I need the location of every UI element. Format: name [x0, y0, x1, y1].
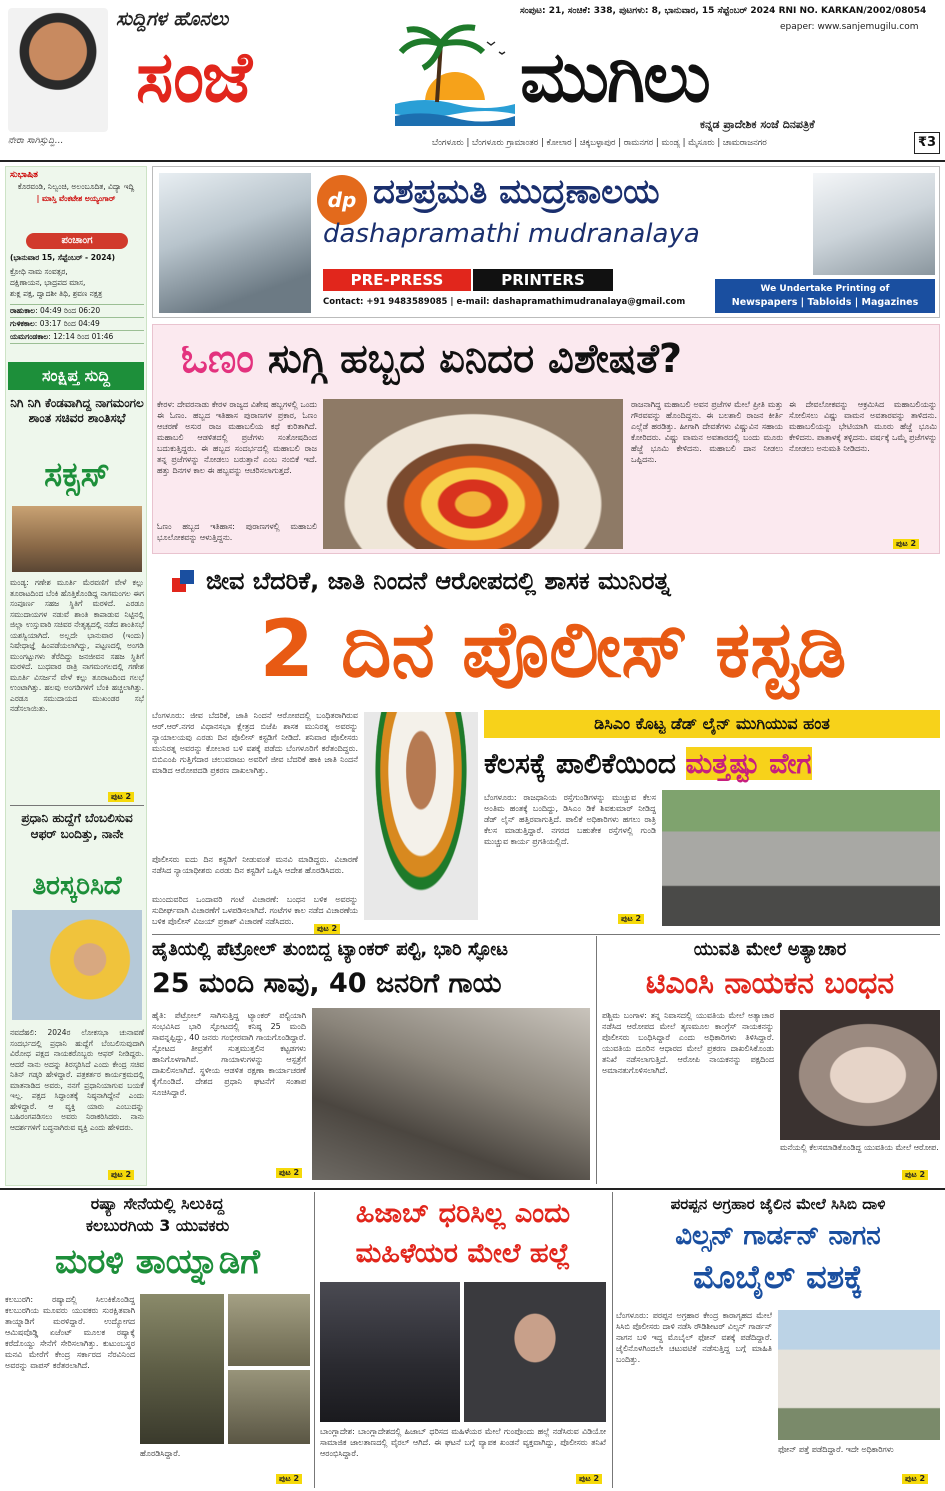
jail-body: ಬೆಂಗಳೂರು: ಪರಪ್ಪನ ಅಗ್ರಹಾರ ಕೇಂದ್ರ ಕಾರಾಗೃಹದ ಮೇಲೆ ಸಿಸಿಬಿ ಪೊಲೀಸರು ದಾಳಿ ನಡೆಸಿ ರೌಡಿಶೀಟರ್ ವಿಲ್ಸನ್ ಗಾರ್ಡನ್ ನಾಗನ ಬಳಿ ಇದ್ದ ಮೊಬೈಲ್ ಫೋನ್ ವಶಕ್ಕೆ ಪಡೆದಿದ್ದಾರೆ. ಜೈಲಿನೊಳಗಿಂದಲೇ ಚಟುವಟಿಕೆ ನಡೆಸುತ್ತಿದ್ದ ಬಗ್ಗೆ ಮಾಹಿತಿ ಬಂದಿತ್ತು. — [616, 1311, 772, 1364]
issue-line — [520, 6, 926, 16]
ad-title-kannada: ದಶಪ್ರಮತಿ ಮುದ್ರಣಾಲಯ — [373, 172, 660, 212]
epaper-url[interactable]: epaper: www.sanjemugilu.com — [780, 22, 919, 32]
panchanga-line: ಶುಕ್ಲ ಪಕ್ಷ, ದ್ವಾದಶೀ ತಿಥಿ, ಶ್ರವಣ ನಕ್ಷತ್ರ — [10, 289, 103, 298]
onam-pookalam-photo — [323, 399, 623, 549]
ad-press-photo-left — [159, 173, 311, 313]
bbmp-headline-a: ಕೆಲಸಕ್ಕೆ ಪಾಲಿಕೆಯಿಂದ — [484, 747, 676, 780]
jail-headline-2: ಮೊಬೈಲ್ ವಶಕ್ಕೆ — [693, 1258, 863, 1296]
rni-number: RNI NO. KARKAN/2002/08054 — [778, 6, 927, 16]
tmc-body: ಪಶ್ಚಿಮ ಬಂಗಾಳ: ತನ್ನ ನಿವಾಸದಲ್ಲಿ ಯುವತಿಯ ಮೇಲೆ ಅತ್ಯಾಚಾರ ನಡೆಸಿದ ಆರೋಪದ ಮೇಲೆ ತೃಣಮೂಲ ಕಾಂಗ್ರೆಸ್ ನಾಯಕನನ್ನು ಪೊಲೀಸರು ಬಂಧಿಸಿದ್ದಾರೆ ಎಂದು ಅಧಿಕಾರಿಗಳು ತಿಳಿಸಿದ್ದಾರೆ. ಯುವತಿಯ ದೂರಿನ ಆಧಾರದ ಮೇಲೆ ಪ್ರಕರಣ ದಾಖಲಿಸಿಕೊಂಡು ತನಿಖೆ ನಡೆಸಲಾಗುತ್ತಿದೆ. ಆರೋಪಿ ನಾಯಕನನ್ನು ಪಕ್ಷದಿಂದ ಅಮಾನತುಗೊಳಿಸಲಾಗಿದೆ. — [602, 1011, 774, 1075]
timing-value: : 04:49 ರಿಂದ 06:20 — [35, 306, 101, 315]
jail-headline-1: ವಿಲ್ಸನ್ ಗಾರ್ಡನ್ ನಾಗನ — [675, 1221, 881, 1251]
subhashita — [10, 170, 142, 204]
tanker-explosion-photo — [312, 1008, 590, 1180]
see-more-link[interactable]: ಪುಟ 2 — [576, 1474, 602, 1484]
onam-headline — [181, 329, 921, 389]
editor-portrait — [8, 8, 108, 132]
ad-tag-prepress: PRE-PRESS — [323, 269, 471, 291]
tmc-headline: ಟಿಎಂಸಿ ನಾಯಕನ ಬಂಧನ — [645, 966, 895, 1001]
column-divider — [612, 1192, 613, 1488]
timing-value: : 03:17 ರಿಂದ 04:49 — [34, 319, 100, 328]
see-more-link[interactable]: ಪುಟ 2 — [902, 1474, 928, 1484]
lead-kicker: ಜೀವ ಬೆದರಿಕೆ, ಜಾತಿ ನಿಂದನೆ ಆರೋಪದಲ್ಲಿ ಶಾಸಕ ಮುನಿರತ್ನ — [206, 567, 671, 595]
sidebar-story1-headline: ಸಕ್ಸಸ್ — [44, 455, 110, 495]
tagline: ಸುದ್ದಿಗಳ ಹೊನಲು — [116, 8, 229, 30]
sidebar-story1-photo — [12, 506, 142, 572]
lead-body: ಬೆಂಗಳೂರು: ಜೀವ ಬೆದರಿಕೆ, ಜಾತಿ ನಿಂದನೆ ಆರೋಪದಲ್ಲಿ ಬಂಧಿತರಾಗಿರುವ ಆರ್.ಆರ್.ನಗರ ವಿಧಾನಸಭಾ ಕ್ಷೇತ್ರದ ಬಿಜೆಪಿ ಶಾಸಕ ಮುನಿರತ್ನ ಅವರನ್ನು ನ್ಯಾಯಾಲಯವು ಎರಡು ದಿನ ಪೊಲೀಸ್ ಕಸ್ಟಡಿಗೆ ನೀಡಿದೆ. ಶನಿವಾರ ಪೊಲೀಸರು ಮುನಿರತ್ನ ಅವರನ್ನು ಕೋಲಾರ ಬಳಿ ವಶಕ್ಕೆ ಪಡೆದು ಬೆಂಗಳೂರಿಗೆ ಕರೆತಂದಿದ್ದರು. ಬಿಬಿಎಂಪಿ ಗುತ್ತಿಗೆದಾರ ಚಲುವರಾಜು ಅವರಿಗೆ ಜೀವ ಬೆದರಿಕೆ ಹಾಕಿ ಜಾತಿ ನಿಂದನೆ ಮಾಡಿದ ಆರೋಪದಡಿ ಪ್ರಕರಣ ದಾಖಲಾಗಿತ್ತು. — [152, 711, 358, 775]
bbmp-kicker: ಡಿಸಿಎಂ ಕೊಟ್ಟ ಡೆಡ್ ಲೈನ್ ಮುಗಿಯುವ ಹಂತ — [484, 710, 940, 738]
sidebar-story2-photo — [12, 910, 142, 1020]
timing-row — [10, 330, 144, 344]
column-divider — [314, 1192, 315, 1488]
subhashita-author: | ಮಾಸ್ತಿ ವೆಂಕಟೇಶ ಅಯ್ಯಂಗಾರ್ — [36, 194, 116, 203]
hijab-headline-1: ಹಿಜಾಬ್ ಧರಿಸಿಲ್ಲ ಎಂದು — [355, 1198, 571, 1229]
see-more-link[interactable]: ಪುಟ 2 — [618, 914, 644, 924]
panchanga-line: ಕ್ರೋಧಿ ನಾಮ ಸಂವತ್ಸರ, — [10, 267, 68, 276]
panchanga-date: (ಭಾನುವಾರ 15, ಸೆಪ್ಟೆಂಬರ್ - 2024) — [10, 253, 116, 262]
tmc-caption: ಮನೆಯಲ್ಲಿ ಕೆಲಸಮಾಡಿಕೊಂಡಿದ್ದ ಯುವತಿಯ ಮೇಲೆ ಆರೋಪ. — [780, 1143, 939, 1152]
russia-body: ಕಲಬುರಗಿ: ರಷ್ಯಾದಲ್ಲಿ ಸಿಲುಕಿಕೊಂಡಿದ್ದ ಕಲಬುರಗಿಯ ಮೂವರು ಯುವಕರು ಸುರಕ್ಷಿತವಾಗಿ ತಾಯ್ನಾಡಿಗೆ ಮರಳಿದ್ದಾರೆ. ಉದ್ಯೋಗದ ಆಮಿಷವೊಡ್ಡಿ ಏಜೆಂಟ್ ಮೂಲಕ ರಷ್ಯಾಕ್ಕೆ ಕರೆದೊಯ್ದು ಸೇನೆಗೆ ಸೇರಿಸಲಾಗಿತ್ತು. ಕುಟುಂಬಸ್ಥರ ಮನವಿ ಮೇರೆಗೆ ಕೇಂದ್ರ ಸರ್ಕಾರದ ನೆರವಿನಿಂದ ಅವರನ್ನು ವಾಪಸ್ ಕರೆತರಲಾಗಿದೆ. — [5, 1295, 135, 1370]
onam-body-col1-sub: ಓಣಂ ಹಬ್ಬದ ಇತಿಹಾಸ: ಪುರಾಣಗಳಲ್ಲಿ ಮಹಾಬಲಿ ಭೂಲೋಕವನ್ನು ಆಳುತ್ತಿದ್ದನು. — [157, 522, 317, 542]
printer-ad[interactable] — [152, 166, 940, 318]
timing-value: : 12:14 ರಿಂದ 01:46 — [48, 332, 114, 341]
sidebar-story2-body: ನವದೆಹಲಿ: 2024ರ ಲೋಕಸಭಾ ಚುನಾವಣೆ ಸಂದರ್ಭದಲ್ಲಿ ಪ್ರಧಾನಿ ಹುದ್ದೆಗೆ ಬೆಂಬಲಿಸುವುದಾಗಿ ವಿರೋಧ ಪಕ್ಷದ ನಾಯಕರೊಬ್ಬರು ಆಫರ್ ನೀಡಿದ್ದರು. ಆದರೆ ನಾನು ಅದನ್ನು ತಿರಸ್ಕರಿಸಿದೆ ಎಂದು ಕೇಂದ್ರ ಸಚಿವ ನಿತಿನ್ ಗಡ್ಕರಿ ಹೇಳಿದ್ದಾರೆ. ಪತ್ರಕರ್ತರ ಕಾರ್ಯಕ್ರಮದಲ್ಲಿ ಮಾತನಾಡಿದ ಅವರು, ನನಗೆ ಪ್ರಧಾನಿಯಾಗುವ ಬಯಕೆ ಇಲ್ಲ. ಪಕ್ಷದ ಸಿದ್ಧಾಂತಕ್ಕೆ ನಿಷ್ಠನಾಗಿದ್ದೇನೆ ಎಂದು ಹೇಳಿದ್ದಾರೆ. ಆ ವ್ಯಕ್ತಿ ಯಾರು ಎಂಬುದನ್ನು ಬಹಿರಂಗಪಡಿಸಲು ಅವರು ನಿರಾಕರಿಸಿದರು. ನಾನು ಆದರ್ಶಗಳಿಗೆ ಬದ್ಧನಾಗಿರುವ ವ್ಯಕ್ತಿ ಎಂದು ಹೇಳಿದರು. — [10, 1028, 144, 1132]
lead-body-2: ಪೊಲೀಸರು ಐದು ದಿನ ಕಸ್ಟಡಿಗೆ ನೀಡುವಂತೆ ಮನವಿ ಮಾಡಿದ್ದರು. ವಿಚಾರಣೆ ನಡೆಸಿದ ನ್ಯಾಯಾಧೀಶರು ಎರಡು ದಿನ ಕಸ್ಟಡಿಗೆ ಒಪ್ಪಿಸಿ ಆದೇಶ ಹೊರಡಿಸಿದರು. — [152, 855, 358, 875]
bottom-section-divider — [0, 1188, 945, 1190]
russia-caption: ಹೊರಡಿಸಿದ್ದಾರೆ. — [140, 1449, 181, 1458]
onam-headline-text: ಸುಗ್ಗಿ ಹಬ್ಬದ ಏನಿದರ ವಿಶೇಷತೆ? — [267, 336, 683, 382]
see-more-link[interactable]: ಪುಟ 2 — [108, 1170, 134, 1180]
lead-kicker-marker — [172, 570, 198, 596]
onam-headline-lead: ಓಣಂ — [181, 336, 254, 382]
masthead — [0, 0, 945, 160]
onam-body-col3: ರಾಜನಾಗಿದ್ದ ಮಹಾಬಲಿ ಅವನ ಪ್ರಜೆಗಳ ಮೇಲೆ ಪ್ರೀತಿ ಮತ್ತು ಗೌರವವನ್ನು ಹೊಂದಿದ್ದನು. ಈ ಬಲಶಾಲಿ ರಾಜನ ಕೀರ್ತಿ ಎಲ್ಲೆಡೆ ಹರಡಿತ್ತು. ಹೀಗಾಗಿ ದೇವತೆಗಳು ವಿಷ್ಣುವಿನ ಸಹಾಯ ಕೋರಿದರು. ವಿಷ್ಣು ವಾಮನ ಅವತಾರದಲ್ಲಿ ಬಂದು ಮೂರು ಹೆಜ್ಜೆ ಭೂಮಿ ಕೇಳಿದನು. ಮಹಾಬಲಿ ದಾನ ನೀಡಲು ಒಪ್ಪಿದನು. — [631, 400, 783, 464]
sidebar-story1-kicker: ನಿಗಿ ನಿಗಿ ಕೆಂಡವಾಗಿದ್ದ ನಾಗಮಂಗಲ ಶಾಂತ ಸಚಿವರ ಶಾಂತಿಸಭೆ — [10, 396, 144, 425]
ad-tag-printers: PRINTERS — [473, 269, 613, 291]
onam-body-col4: ಈ ದೇವಲೋಕವನ್ನು ಆಕ್ರಮಿಸಿದ ಮಹಾಬಲಿಯನ್ನು ಸೋಲಿಸಲು ವಿಷ್ಣು ವಾಮನ ಅವತಾರವನ್ನು ತಾಳಿದನು. ಮಹಾಬಲಿಯನ್ನು ಭೇಟಿಯಾಗಿ ಮೂರು ಹೆಜ್ಜೆ ಭೂಮಿ ಕೇಳಿದನು. ಪಾತಾಳಕ್ಕೆ ತಳ್ಳಿದನು. ವರ್ಷಕ್ಕೆ ಒಮ್ಮೆ ಪ್ರಜೆಗಳನ್ನು ನೋಡಲು ಅನುಮತಿ ನೀಡಿದನು. — [789, 400, 937, 453]
see-more-link[interactable]: ಪುಟ 2 — [893, 539, 919, 549]
hijab-photo-1 — [320, 1282, 460, 1422]
bbmp-headline-b: ಮತ್ತಷ್ಟು ವೇಗ — [685, 747, 812, 780]
masthead-divider — [0, 160, 945, 162]
regions-strip: ಬೆಂಗಳೂರು | ಬೆಂಗಳೂರು ಗ್ರಾಮಾಂತರ | ಕೋಲಾರ | ಚಿಕ್ಕಬಳ್ಳಾಪುರ | ರಾಮನಗರ | ಮಂಡ್ಯ | ಮೈಸೂರು | ಚಾಮರಾಜನಗರ — [432, 138, 767, 148]
bbmp-body: ಬೆಂಗಳೂರು: ರಾಜಧಾನಿಯ ರಸ್ತೆಗುಂಡಿಗಳನ್ನು ಮುಚ್ಚುವ ಕೆಲಸ ಅಂತಿಮ ಹಂತಕ್ಕೆ ಬಂದಿದ್ದು, ಡಿಸಿಎಂ ಡಿಕೆ ಶಿವಕುಮಾರ್ ನೀಡಿದ್ದ ಡೆಡ್ ಲೈನ್ ಹತ್ತಿರವಾಗುತ್ತಿದೆ. ಪಾಲಿಕೆ ಅಧಿಕಾರಿಗಳು ಹಗಲು ರಾತ್ರಿ ಕೆಲಸ ಮಾಡುತ್ತಿದ್ದಾರೆ. ನಗರದ ಬಹುತೇಕ ರಸ್ತೆಗಳಲ್ಲಿ ಗುಂಡಿ ಮುಚ್ಚುವ ಕಾರ್ಯ ಪ್ರಗತಿಯಲ್ಲಿದೆ. — [484, 793, 656, 846]
masthead-title-left: ಸಂಜೆ — [136, 36, 251, 118]
bbmp-road-photo — [662, 790, 940, 926]
hijab-photo-2 — [464, 1282, 606, 1422]
brief-news-label: ಸಂಕ್ಷಿಪ್ತ ಸುದ್ದಿ — [8, 362, 144, 390]
sidebar-story2-headline: ತಿರಸ್ಕರಿಸಿದೆ — [32, 871, 122, 901]
see-more-link[interactable]: ಪುಟ 2 — [276, 1168, 302, 1178]
russia-kicker-2: ಕಲಬುರಗಿಯ 3 ಯುವಕರು — [85, 1216, 230, 1235]
jail-kicker: ಪರಪ್ಪನ ಅಗ್ರಹಾರ ಜೈಲಿನ ಮೇಲೆ ಸಿಸಿಬಿ ದಾಳಿ — [670, 1195, 886, 1213]
ad-services-line1: We Undertake Printing of — [760, 284, 890, 294]
hijab-body: ಬಾಂಗ್ಲಾದೇಶ: ಬಾಂಗ್ಲಾದೇಶದಲ್ಲಿ ಹಿಜಾಬ್ ಧರಿಸದ ಮಹಿಳೆಯರ ಮೇಲೆ ಗುಂಪೊಂದು ಹಲ್ಲೆ ನಡೆಸಿರುವ ವಿಡಿಯೋ ಸಾಮಾಜಿಕ ಜಾಲತಾಣದಲ್ಲಿ ವೈರಲ್ ಆಗಿದೆ. ಈ ಘಟನೆ ಬಗ್ಗೆ ವ್ಯಾಪಕ ಖಂಡನೆ ವ್ಯಕ್ತವಾಗಿದ್ದು, ಪೊಲೀಸರು ತನಿಖೆ ಆರಂಭಿಸಿದ್ದಾರೆ. — [320, 1427, 606, 1458]
lead-body-sub: ಮುಂದುವರಿದ ಒಂದಾವರಿ ಗಂಟೆ ವಿಚಾರಣೆ: ಬಂಧನ ಬಳಿಕ ಅವರನ್ನು ಸುದೀರ್ಘವಾಗಿ ವಿಚಾರಣೆಗೆ ಒಳಪಡಿಸಲಾಗಿದೆ. ಗಂಟೆಗಳ ಕಾಲ ನಡೆದ ವಿಚಾರಣೆಯ ಬಳಿಕ ಪೊಲೀಸ್ ವಿಜಯ್ ಪ್ರಕಾಶ್ ವಿಚಾರಣೆ ನಡೆಸಿದರು. — [152, 895, 358, 926]
timing-label: ಗುಳಿಕಕಾಲ — [10, 319, 35, 328]
jail-caption: ಫೋನ್ ಪತ್ತೆ ಪಡೆದಿದ್ದಾರೆ. ಇದೇ ಅಧಿಕಾರಿಗಳು — [778, 1445, 894, 1454]
tmc-kicker: ಯುವತಿ ಮೇಲೆ ಅತ್ಯಾಚಾರ — [693, 939, 847, 960]
editor-signature: ನೇರಾ ಸಾಗಿಸ್ಸುದ್ದಿ... — [8, 136, 64, 146]
subhashita-label: ಸುಭಾಷಿತ — [10, 170, 38, 180]
timing-label: ರಾಹುಕಾಲ — [10, 306, 36, 315]
masthead-title-right: ಮುಗಿಲು — [520, 36, 709, 118]
russia-photo-3 — [228, 1370, 310, 1444]
tanker-headline: 25 ಮಂದಿ ಸಾವು, 40 ಜನರಿಗೆ ಗಾಯ — [152, 968, 502, 999]
tmc-photo — [780, 1010, 940, 1140]
timing-row — [10, 317, 144, 330]
timings-table — [10, 304, 144, 344]
ad-title-english: dashapramathi mudranalaya — [323, 219, 700, 249]
column-divider — [596, 936, 597, 1184]
see-more-link[interactable]: ಪುಟ 2 — [108, 792, 134, 802]
sidebar-divider — [10, 805, 144, 806]
sidebar-story2-kicker: ಪ್ರಧಾನಿ ಹುದ್ದೆಗೆ ಬೆಂಬಲಿಸುವ ಆಫರ್ ಬಂದಿತ್ತು, ನಾನೇ — [21, 811, 133, 841]
ad-logo-badge: dp — [317, 175, 367, 225]
issue-info: ಸಂಪುಟ: 21, ಸಂಚಿಕೆ: 338, ಪುಟಗಳು: 8, ಭಾನುವಾರ, 15 ಸೆಪ್ಟೆಂಬರ್ 2024 — [520, 6, 776, 16]
paper-subtitle: ಕನ್ನಡ ಪ್ರಾದೇಶಿಕ ಸಂಜೆ ದಿನಪತ್ರಿಕೆ — [700, 118, 815, 131]
ad-services-box — [715, 279, 935, 313]
ad-press-photo-right — [813, 173, 935, 275]
sidebar-story1-body: ಮಂಡ್ಯ: ಗಣೇಶ ಮೂರ್ತಿ ಮೆರವಣಿಗೆ ವೇಳೆ ಕಲ್ಲು ತೂರಾಟದಿಂದ ಬೆಂಕಿ ಹೊತ್ತಿಕೊಂಡಿದ್ದ ನಾಗಮಂಗಲ ಈಗ ಸಂಪೂರ್ಣ ಸಹಜ ಸ್ಥಿತಿಗೆ ಮರಳಿದೆ. ಎರಡೂ ಸಮುದಾಯಗಳ ನಡುವೆ ಶಾಂತಿ ಕಾಪಾಡುವ ನಿಟ್ಟಿನಲ್ಲಿ ಜಿಲ್ಲಾ ಉಸ್ತುವಾರಿ ಸಚಿವರ ನೇತೃತ್ವದಲ್ಲಿ ನಡೆದ ಶಾಂತಿಸಭೆ ಯಶಸ್ವಿಯಾಗಿದೆ. ಅಲ್ಲದೇ ಭಾನುವಾರ (ಇಂದು) ನಿಷೇಧಾಜ್ಞೆ ಹಿಂಪಡೆಯಲಾಗಿದ್ದು, ಪಟ್ಟಣದಲ್ಲಿ ಅಂಗಡಿ ಮುಂಗಟ್ಟುಗಳು ತೆರೆದಿದ್ದು ಜನಜೀವನ ಸಹಜ ಸ್ಥಿತಿಗೆ ಮರಳಿದೆ. ಬುಧವಾರ ರಾತ್ರಿ ನಾಗಮಂಗಲದಲ್ಲಿ ಗಣೇಶ ಮೂರ್ತಿ ವಿಸರ್ಜನೆ ವೇಳೆ ಕಲ್ಲು ತೂರಾಟದಿಂದ ಗಲಭೆ ಉಂಟಾಗಿತ್ತು. ಹಲವು ಅಂಗಡಿಗಳಿಗೆ ಬೆಂಕಿ ಹಚ್ಚಲಾಗಿತ್ತು. ಎರಡೂ ಸಮುದಾಯದ ಮುಖಂಡರ ಸಭೆ ನಡೆಸಲಾಯಿತು. — [10, 578, 144, 713]
russia-photo-1 — [140, 1294, 224, 1444]
subhashita-text: ಕೊರವಂಡಿ, ನಿಲ್ವಂಚಿ, ಅಲಂಬೂದಿತ, ವಿದ್ಯಾ ಇದ್ದಿ — [17, 182, 135, 191]
russia-photo-2 — [228, 1294, 310, 1366]
see-more-link[interactable]: ಪುಟ 2 — [314, 924, 340, 934]
russia-headline: ಮರಳಿ ತಾಯ್ನಾಡಿಗೆ — [55, 1242, 260, 1282]
panchanga-line: ದಕ್ಷಿಣಾಯನ, ಭಾದ್ರಪದ ಮಾಸ, — [10, 278, 86, 287]
section-divider — [152, 934, 940, 935]
tanker-kicker: ಹೈತಿಯಲ್ಲಿ ಪೆಟ್ರೋಲ್ ತುಂಬಿದ್ದ ಟ್ಯಾಂಕರ್ ಪಲ್ಟಿ, ಭಾರಿ ಸ್ಫೋಟ — [152, 939, 508, 960]
jail-building-photo — [778, 1310, 940, 1440]
ad-services-line2: Newspapers | Tabloids | Magazines — [731, 297, 919, 308]
timing-label: ಯಮಗಂಡಕಾಲ — [10, 332, 49, 341]
price-badge: ₹3 — [914, 132, 940, 154]
hijab-headline-2: ಮಹಿಳೆಯರ ಮೇಲೆ ಹಲ್ಲೆ — [355, 1238, 571, 1269]
logo-sunset-icon — [395, 22, 515, 132]
bbmp-headline — [484, 742, 940, 786]
tanker-body: ಹೈತಿ: ಪೆಟ್ರೋಲ್ ಸಾಗಿಸುತ್ತಿದ್ದ ಟ್ಯಾಂಕರ್ ಪಲ್ಟಿಯಾಗಿ ಸಂಭವಿಸಿದ ಭಾರಿ ಸ್ಫೋಟದಲ್ಲಿ ಕನಿಷ್ಠ 25 ಮಂದಿ ಸಾವನ್ನಪ್ಪಿದ್ದು, 40 ಜನರು ಗಂಭೀರವಾಗಿ ಗಾಯಗೊಂಡಿದ್ದಾರೆ. ಸ್ಫೋಟದ ತೀವ್ರತೆಗೆ ಸುತ್ತಮುತ್ತಲಿನ ಕಟ್ಟಡಗಳು ಹಾನಿಗೊಳಗಾಗಿವೆ. ಗಾಯಾಳುಗಳನ್ನು ಆಸ್ಪತ್ರೆಗೆ ದಾಖಲಿಸಲಾಗಿದೆ. ಸ್ಥಳೀಯ ಆಡಳಿತ ರಕ್ಷಣಾ ಕಾರ್ಯಾಚರಣೆ ಕೈಗೊಂಡಿದೆ. ದೇಶದ ಪ್ರಧಾನಿ ಘಟನೆಗೆ ಸಂತಾಪ ಸೂಚಿಸಿದ್ದಾರೆ. — [152, 1011, 306, 1097]
lead-photo-munirathna — [364, 712, 478, 920]
onam-body-col1: ಕೇರಳ: ದೇವರನಾಡು ಕೇರಳ ರಾಜ್ಯದ ವಿಶೇಷ ಹಬ್ಬಗಳಲ್ಲಿ ಒಂದು ಈ ಓಣಂ. ಹಬ್ಬದ ಇತಿಹಾಸ ಪುರಾಣಗಳ ಪ್ರಕಾರ, ಓಣಂ ಆಚರಣೆ ಅಸುರ ರಾಜ ಮಹಾಬಲಿಯ ಕಥೆ ಕುರಿತಾಗಿದೆ. ಮಹಾಬಲಿ ಆಡಳಿತದಲ್ಲಿ ಪ್ರಜೆಗಳು ಸಂತೋಷದಿಂದ ಬದುಕುತ್ತಿದ್ದರು. ಈ ಹಬ್ಬದ ಸಂದರ್ಭದಲ್ಲಿ ಮಹಾಬಲಿ ರಾಜ ತನ್ನ ಪ್ರಜೆಗಳನ್ನು ನೋಡಲು ಬರುತ್ತಾನೆ ಎಂಬ ನಂಬಿಕೆ ಇದೆ. ಹತ್ತು ದಿನಗಳ ಕಾಲ ಈ ಹಬ್ಬವನ್ನು ಆಚರಿಸಲಾಗುತ್ತದೆ. — [157, 400, 317, 475]
russia-kicker-1: ರಷ್ಯಾ ಸೇನೆಯಲ್ಲಿ ಸಿಲುಕಿದ್ದ — [90, 1194, 225, 1213]
panchanga-list — [10, 266, 144, 299]
onam-story — [152, 324, 940, 554]
panchanga-badge: ಪಂಚಾಂಗ — [26, 233, 128, 249]
timing-row — [10, 304, 144, 317]
lead-headline: 2 ದಿನ ಪೊಲೀಸ್ ಕಸ್ಟಡಿ — [259, 605, 847, 695]
ad-contact[interactable]: Contact: +91 9483589085 | e-mail: dashapramathimudranalaya@gmail.com — [323, 297, 686, 307]
see-more-link[interactable]: ಪುಟ 2 — [276, 1474, 302, 1484]
see-more-link[interactable]: ಪುಟ 2 — [902, 1170, 928, 1180]
